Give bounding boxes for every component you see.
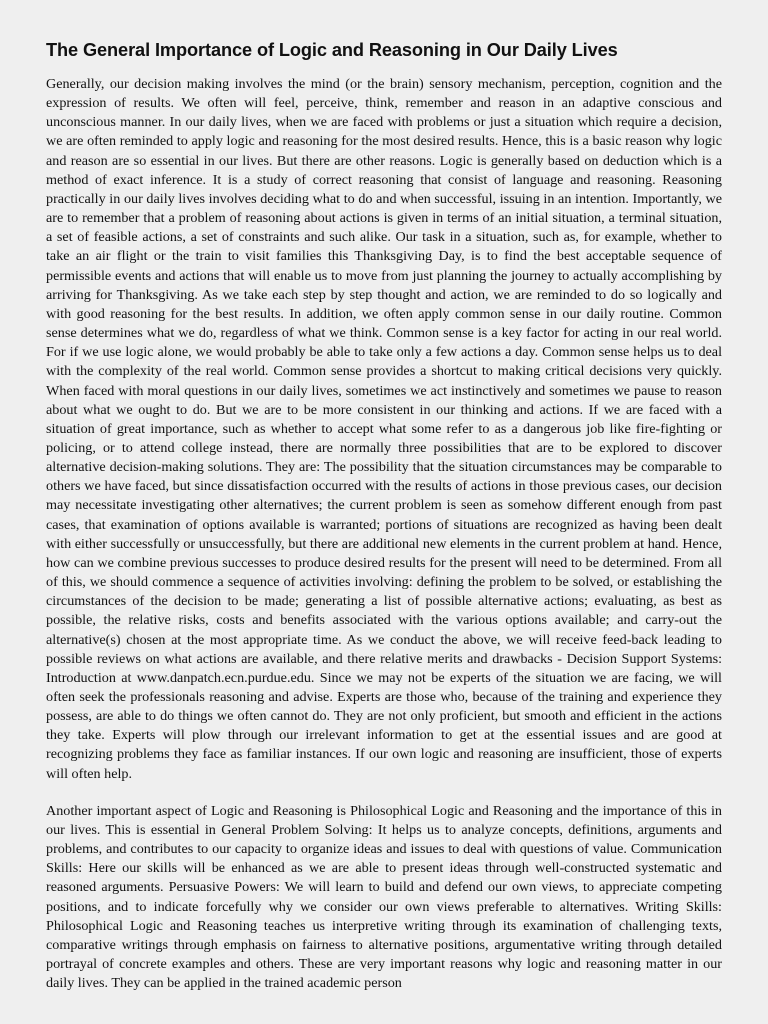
body-paragraph-2: Another important aspect of Logic and Reasoning is Philosophical Logic and Reasoning and the importance of this in our lives. This is essential in General Problem Solving: It helps us to analyze concepts, definitions, arguments and problems, and contributes to our capacity to organize ideas and issues to deal with questions of value. Communication Skills: Here our skills will be enhanced as we are able to present ideas through well-constructed systematic and reasoned arguments. Persuasive Powers: We will learn to build and defend our own views, to appreciate competing positions, and to indicate forcefully why we consider our own views preferable to alternatives. Writing Skills: Philosophical Logic and Reasoning teaches us interpretive writing through its examination of challenging texts, comparative writings through emphasis on fairness to alternative positions, argumentative writing through detailed portrayal of concrete examples and others. These are very important reasons why logic and reasoning matter in our daily lives. They can be applied in the trained academic person xyxy=(46,802,722,992)
body-paragraph-1: Generally, our decision making involves the mind (or the brain) sensory mechanism, perception, cognition and the expression of results. We often will feel, perceive, think, remember and reason in an adaptive conscious and unconscious manner. In our daily lives, when we are faced with problems or just a situation which require a decision, we are often reminded to apply logic and reasoning for the most desired results. Hence, this is a basic reason why logic and reason are so essential in our lives. But there are other reasons. Logic is generally based on deduction which is a method of exact inference. It is a study of correct reasoning that consist of language and reasoning. Reasoning practically in our daily lives involves deciding what to do and when successful, issuing in an intention. Importantly, we are to remember that a problem of reasoning about actions is given in terms of an initial situation, a terminal situation, a set of feasible actions, a set of constraints and such alike. Our task in a situation, such as, for example, whether to take an air flight or the train to visit families this Thanksgiving Day, is to find the best acceptable sequence of permissible events and actions that will enable us to move from just planning the journey to actually accomplishing by arriving for Thanksgiving. As we take each step by step thought and action, we are reminded to do so logically and with good reasoning for the best results. In addition, we often apply common sense in our daily routine. Common sense determines what we do, regardless of what we think. Common sense is a key factor for acting in our real world. For if we use logic alone, we would probably be able to take only a few actions a day. Common sense helps us to deal with the complexity of the real world. Common sense provides a shortcut to making critical decisions very quickly. When faced with moral questions in our daily lives, sometimes we act instinctively and sometimes we pause to reason about what we ought to do. But we are to be more consistent in our thinking and actions. If we are faced with a situation of great importance, such as whether to accept what some refer to as a dangerous job like fire-fighting or policing, or to attend college instead, there are normally three possibilities that are to be explored to discover alternative decision-making solutions. They are: The possibility that the situation circumstances may be comparable to others we have faced, but since dissatisfaction occurred with the results of actions in those previous cases, our decision may necessitate investigating other alternatives; the current problem is seen as somehow different enough from past cases, that examination of options available is warranted; portions of situations are recognized as having been dealt with either successfully or unsuccessfully, but there are additional new elements in the current problem at hand. Hence, how can we combine previous successes to produce desired results for the present will need to be determined. From all of this, we should commence a sequence of activities involving: defining the problem to be solved, or establishing the circumstances of the decision to be made; generating a list of possible alternative actions; evaluating, as best as possible, the relative risks, costs and benefits associated with the various options available; and carry-out the alternative(s) chosen at the most appropriate time. As we conduct the above, we will receive feed-back leading to possible reviews on what actions are available, and there relative merits and drawbacks - Decision Support Systems: Introduction at www.danpatch.ecn.purdue.edu. Since we may not be experts of the situation we are facing, we will often seek the professionals reasoning and advise. Experts are those who, because of the training and experience they possess, are able to do things we often cannot do. They are not only proficient, but smooth and efficient in the actions they take. Experts will plow through our irrelevant information to get at the essential issues and are good at recognizing problems they face as familiar instances. If our own logic and reasoning are insufficient, those of experts will often help. xyxy=(46,76,722,782)
document-title: The General Importance of Logic and Reasoning in Our Daily Lives xyxy=(46,40,618,60)
